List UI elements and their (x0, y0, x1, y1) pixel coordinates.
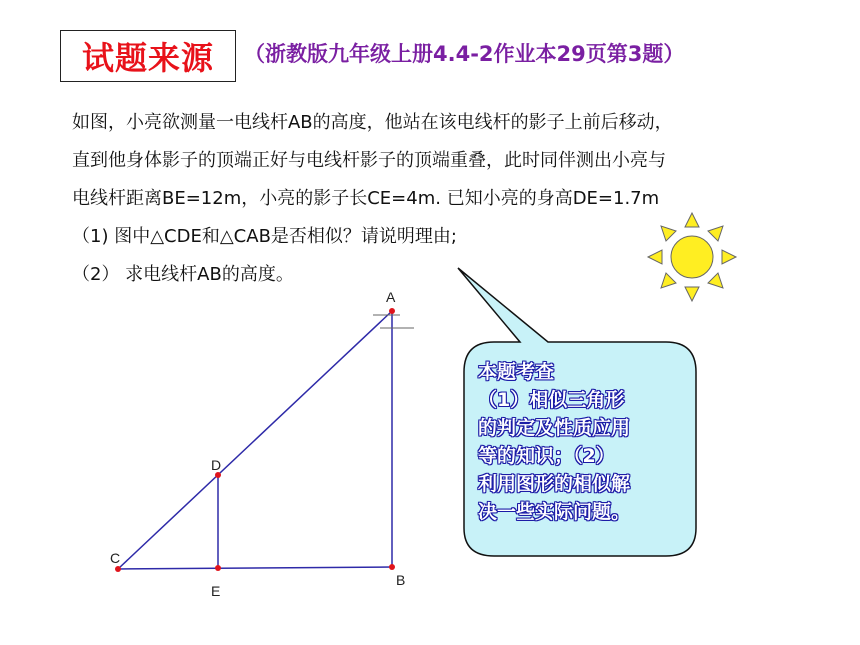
label-A: A (386, 289, 396, 305)
point-B (389, 564, 395, 570)
callout-line: （1）相似三角形 (478, 389, 625, 411)
label-C: C (110, 550, 121, 566)
point-C (115, 566, 121, 572)
line-CB (118, 567, 392, 569)
label-D: D (211, 457, 222, 473)
callout-line: 本题考查 (478, 361, 555, 383)
source-reference: （浙教版九年级上册4.4-2作业本29页第3题） (244, 42, 685, 66)
callout-line: 等的知识；（2） (478, 445, 615, 467)
source-title: 试题来源 (60, 30, 236, 82)
point-A (389, 308, 395, 314)
callout-text (478, 358, 678, 526)
callout-line: 利用图形的相似解 (478, 473, 631, 495)
callout-line: 决一些实际问题。 (478, 501, 631, 523)
problem-line: 直到他身体影子的顶端正好与电线杆影子的顶端重叠，此时同伴测出小亮与 (72, 150, 666, 171)
problem-line: 电线杆距离BE=12m，小亮的影子长CE=4m. 已知小亮的身高DE=1.7m (72, 188, 660, 209)
question-2: （2） 求电线杆AB的高度。 (72, 264, 294, 285)
question-1: （1) 图中△CDE和△CAB是否相似？请说明理由; (72, 226, 457, 247)
label-B: B (396, 572, 406, 588)
line-CA (118, 311, 392, 569)
problem-line: 如图，小亮欲测量一电线杆AB的高度，他站在该电线杆的影子上前后移动， (72, 112, 673, 133)
sun-icon (648, 213, 736, 301)
label-E: E (211, 583, 221, 599)
callout-line: 的判定及性质应用 (478, 417, 631, 439)
point-E (215, 565, 221, 571)
